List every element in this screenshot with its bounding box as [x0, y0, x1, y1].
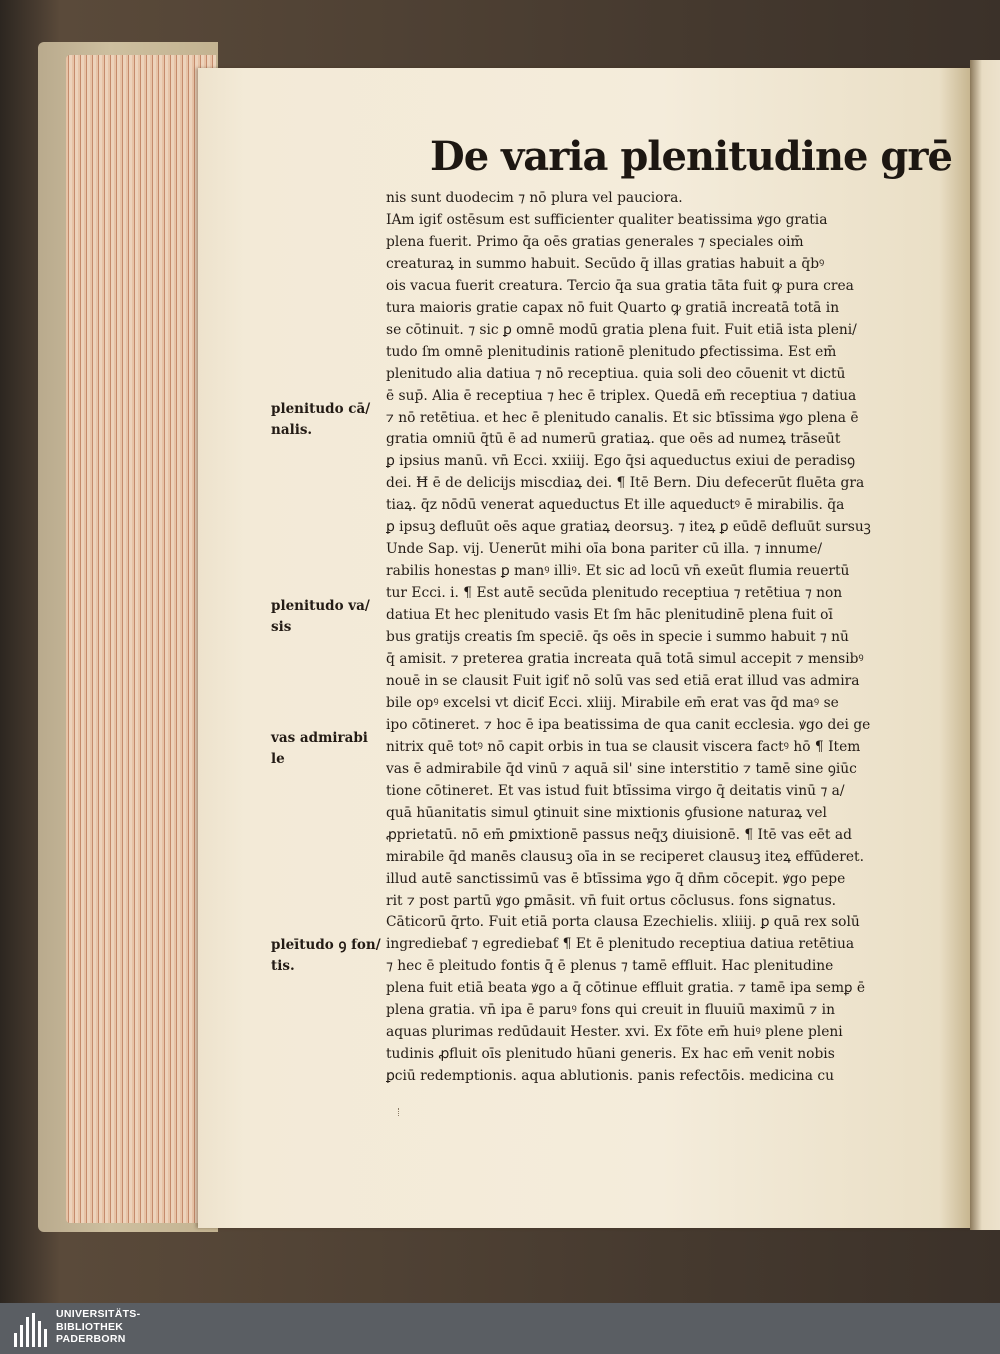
text-line: plenitudo alia datiua ⁊ nō receptiua. quia soli deo cōuenit vt dictū	[386, 365, 846, 382]
margin-note-line: plenitudo cā/	[271, 401, 371, 417]
ink-speck	[398, 1108, 402, 1116]
text-line: vas ē admirabile q̄d vinū ⁊ aquā sil' sine interstitio ⁊ tamē sine ꝯiūc	[386, 760, 857, 777]
text-line: rabilis honestas ꝑ manꝰ illiꝰ. Et sic ad locū vn̄ exeūt flumia reuertū	[386, 563, 850, 580]
text-line: ⁊ nō retētiua. et hec ē plenitudo canalis. Et sic btīssima ꝟgo plena ē	[386, 409, 859, 426]
text-line: tudinis ꝓfluit oīs plenitudo hūani generis. Ex hac em̄ venit nobis	[386, 1046, 835, 1063]
text-line: plena fuerit. Primo q̄a oēs gratias generales ⁊ speciales oim̄	[386, 233, 804, 250]
library-footer-bar	[0, 1303, 1000, 1354]
text-line: illud autē sanctissimū vas ē btīssima ꝟgo q̄ dn̄m cōcepit. ꝟgo pepe	[386, 870, 846, 887]
text-line: tur Ecci. i. ¶ Est autē secūda plenitudo receptiua ⁊ retētiua ⁊ non	[386, 585, 843, 602]
text-line: tione cōtineret. Et vas istud fuit btīssima virgo q̄ deitatis vinū ⁊ a/	[386, 782, 845, 799]
text-line: mirabile q̄d manēs clausuꝫ oīa in se reciperet clausuꝫ iteꝝ effūderet.	[386, 848, 864, 865]
text-line: creaturaꝝ in summo habuit. Secūdo q̄ illas gratias habuit a q̄bꝰ	[386, 255, 825, 272]
text-line: tiaꝝ. q̄z nōdū venerat aqueductus Et ille aqueductꝰ ē mirabilis. q̄a	[386, 497, 845, 514]
text-line: ⁊ hec ē pleitudo fontis q̄ ē plenus ⁊ tamē effluit. Hac plenitudine	[386, 958, 834, 975]
text-line: nitrix quē totꝰ nō capit orbis in tua se clausit viscera factꝰ hō ¶ Item	[386, 738, 861, 755]
text-line: nouē in se clausit Fuit igiƭ nō solū vas sed etiā erat illud vas admira	[386, 672, 860, 689]
facing-page-edge	[970, 60, 1000, 1230]
library-name-line: UNIVERSITÄTS-	[56, 1308, 141, 1320]
text-line: ꝑ ipsuꝫ defluūt oēs aque gratiaꝝ deorsuꝫ. ⁊ iteꝝ ꝑ eūdē defluūt sursuꝫ	[386, 519, 871, 536]
margin-note-line: sis	[271, 619, 292, 635]
text-line: ingrediebaƭ ⁊ egrediebaƭ ¶ Et ē plenitudo receptiua datiua retētiua	[386, 936, 855, 953]
margin-note-line: pleītudo ꝯ fon/	[271, 937, 381, 953]
text-line: Cāticorū q̄rto. Fuit etiā porta clausa Ezechielis. xliiij. ꝑ quā rex solū	[386, 914, 860, 931]
text-line: tura maioris gratie capax nō fuit Quarto ꝙ gratiā increatā totā in	[386, 299, 840, 316]
margin-note-line: le	[271, 751, 285, 767]
text-line: quā hūanitatis simul ꝯtinuit sine mixtionis ꝯfusione naturaꝝ vel	[386, 804, 827, 821]
text-line: ois vacua fuerit creatura. Tercio q̄a sua gratia tāta fuit ꝙ pura crea	[386, 277, 854, 294]
chapter-heading: De varia plenitudine grē	[430, 133, 952, 180]
margin-note-line: nalis.	[271, 422, 313, 438]
margin-note-line: plenitudo va/	[271, 598, 370, 614]
text-line: tudo ſm omnē plenitudinis rationē plenitudo ꝑfectissima. Est em̄	[386, 343, 837, 360]
text-line: bus gratijs creatis ſm speciē. q̄s oēs in specie i summo habuit ⁊ nū	[386, 629, 849, 646]
text-line: IAm igiƭ ostēsum est sufficienter qualiter beatissima ꝟgo gratia	[386, 211, 828, 228]
text-line: se cōtinuit. ⁊ sic ꝑ omnē modū gratia plena fuit. Fuit etiā ista pleni/	[386, 321, 857, 338]
text-line: nis sunt duodecim ⁊ nō plura vel pauciora.	[386, 190, 683, 206]
margin-note-vas-admirabile	[271, 728, 383, 770]
text-line: q̄ amisit. ⁊ preterea gratia increata quā totā simul accepit ⁊ mensibꝰ	[386, 651, 864, 668]
text-line: ꝓprietatū. nō em̄ ꝑmixtionē passus neq̄ʒ diuisionē. ¶ Itē vas eēt ad	[386, 826, 852, 843]
library-name-line: PADERBORN	[56, 1333, 126, 1345]
library-name-line: BIBLIOTHEK	[56, 1320, 124, 1333]
main-text-column	[386, 188, 908, 1088]
library-logo-icon	[14, 1313, 50, 1347]
text-line: Unde Sap. vij. Uenerūt mihi oīa bona pariter cū illa. ⁊ innume/	[386, 541, 823, 558]
text-line: dei. Ħ ē de delicijs miscdiaꝝ dei. ¶ Itē Bern. Diu defecerūt fluēta gra	[386, 475, 865, 492]
text-line: plena fuit etiā beata ꝟgo a q̄ cōtinue effluit gratia. ⁊ tamē ipa semꝑ ē	[386, 980, 866, 997]
text-line: rit ⁊ post partū ꝟgo ꝑmāsit. vn̄ fuit ortus cōclusus. fons signatus.	[386, 892, 837, 909]
text-line: ꝑciū redemptionis. aqua ablutionis. panis refectōis. medicina cu	[386, 1068, 835, 1085]
page-edges	[66, 55, 216, 1223]
margin-note-line: vas admirabi	[271, 730, 368, 746]
text-line: datiua Et hec plenitudo vasis Et ſm hāc plenitudinē plena fuit oī	[386, 607, 833, 624]
margin-note-fontis	[271, 935, 383, 977]
text-line: gratia omniū q̄tū ē ad numerū gratiaꝝ. que oēs ad numeꝝ trāseūt	[386, 431, 841, 448]
text-line: ipo cōtineret. ⁊ hoc ē ipa beatissima de qua canit ecclesia. ꝟgo dei ge	[386, 716, 871, 733]
library-name	[56, 1308, 140, 1346]
text-line: ꝑ ipsius manū. vn̄ Ecci. xxiiij. Ego q̄si aqueductus exiui de peradisꝯ	[386, 453, 856, 470]
margin-note-vasis	[271, 596, 383, 638]
text-line: plena gratia. vn̄ ipa ē paruꝰ fons qui creuit in fluuiū maximū ⁊ in	[386, 1002, 835, 1019]
text-line: bile opꝰ excelsi vt diciƭ Ecci. xliij. Mirabile em̄ erat vas q̄d maꝰ se	[386, 694, 839, 711]
margin-note-line: tis.	[271, 958, 295, 974]
text-line: ē sup̄. Alia ē receptiua ⁊ hec ē triplex. Quedā em̄ receptiua ⁊ datiua	[386, 387, 857, 404]
text-line: aquas plurimas redūdauit Hester. xvi. Ex fōte em̄ huiꝰ plene pleni	[386, 1024, 843, 1041]
margin-note-canalis	[271, 399, 383, 441]
